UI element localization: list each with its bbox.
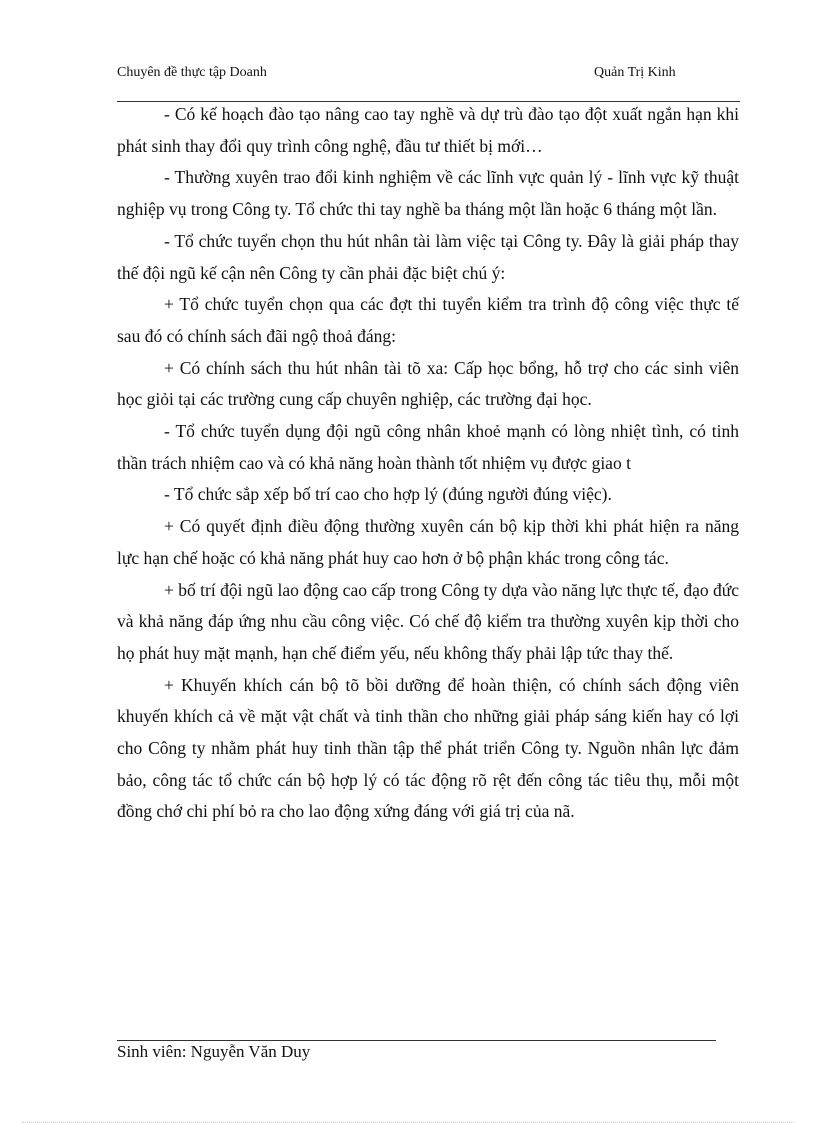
- paragraph: - Có kế hoạch đào tạo nâng cao tay nghề và dự trù đào tạo đột xuất ngắn hạn khi phát sinh thay đổi quy trình công nghệ, đầu tư thiết bị mới…: [117, 104, 739, 156]
- header-left-title: Chuyên đề thực tập Doanh: [117, 65, 267, 80]
- paragraph: - Tổ chức tuyển chọn thu hút nhân tài làm việc tại Công ty. Đây là giải pháp thay thế đội ngũ kế cận nên Công ty cần phải đặc biệt chú ý:: [117, 230, 739, 283]
- header-right-title: Quản Trị Kinh: [594, 65, 676, 80]
- paragraph: + Khuyến khích cán bộ tõ bồi dưỡng để hoàn thiện, có chính sách động viên khuyến khích cả về mặt vật chất và tinh thần cho những giải pháp sáng kiến hay có lợi cho Công ty nhằm phát huy tinh thần tập thể phát triển Công ty. Nguồn nhân lực đảm bảo, công tác tổ chức cán bộ hợp lý có tác động rõ rệt đến công tác tiêu thụ, mỗi một đồng chớ chi phí bỏ ra cho lao động xứng đáng với giá trị của nã.: [117, 674, 739, 822]
- paragraph: - Tổ chức tuyển dụng đội ngũ công nhân khoẻ mạnh có lòng nhiệt tình, có tinh thần trách nhiệm cao và có khả năng hoàn thành tốt nhiệm vụ được giao t: [117, 421, 739, 473]
- paragraph: + Có quyết định điều động thường xuyên cán bộ kịp thời khi phát hiện ra năng lực hạn chế hoặc có khả năng phát huy cao hơn ở bộ phận khác trong công tác.: [117, 516, 739, 568]
- paragraph: - Tổ chức sắp xếp bố trí cao cho hợp lý (đúng người đúng việc).: [164, 484, 612, 505]
- paragraph: + bố trí đội ngũ lao động cao cấp trong Công ty dựa vào năng lực thực tế, đạo đức và khả năng đáp ứng nhu cầu công việc. Có chế độ kiểm tra thường xuyên kịp thời cho họ phát huy mặt mạnh, hạn chế điểm yếu, nếu không thấy phải lập tức thay thế.: [117, 579, 739, 663]
- paragraph: + Tổ chức tuyển chọn qua các đợt thi tuyển kiểm tra trình độ công việc thực tế sau đó có chính sách đãi ngộ thoả đáng:: [117, 294, 739, 346]
- paragraph: - Thường xuyên trao đổi kinh nghiệm về các lĩnh vực quản lý - lĩnh vực kỹ thuật nghiệp vụ trong Công ty. Tổ chức thi tay nghề ba tháng một lần hoặc 6 tháng một lần.: [117, 167, 739, 220]
- footer-student-name: Sinh viên: Nguyễn Văn Duy: [117, 1042, 311, 1061]
- paragraph: + Có chính sách thu hút nhân tài tõ xa: Cấp học bổng, hỗ trợ cho các sinh viên học giỏi tại các trường cung cấp chuyên nghiệp, các trường đại học.: [117, 357, 739, 410]
- document-body: [117, 99, 739, 828]
